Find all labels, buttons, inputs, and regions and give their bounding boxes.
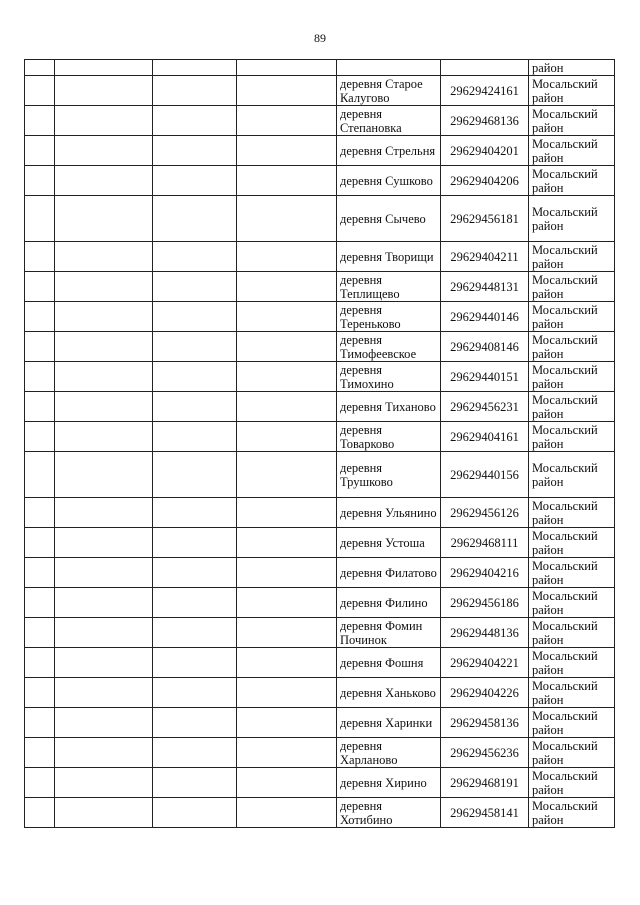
- table-row: [25, 166, 615, 196]
- cell-empty: [55, 166, 153, 196]
- settlement-name-cell: деревня Хотибино: [337, 798, 441, 828]
- cell-empty: [237, 362, 337, 392]
- table-row: [25, 528, 615, 558]
- cell-empty: [25, 392, 55, 422]
- oktmo-code-cell: 29629404211: [441, 242, 529, 272]
- oktmo-code-cell: 29629440146: [441, 302, 529, 332]
- settlement-name-cell: деревня Тимофеевское: [337, 332, 441, 362]
- cell-empty: [55, 332, 153, 362]
- district-cell: Мосальский район: [529, 302, 615, 332]
- cell-empty: [237, 648, 337, 678]
- cell-empty: [337, 60, 441, 76]
- oktmo-code-cell: 29629458136: [441, 708, 529, 738]
- table-row: [25, 648, 615, 678]
- cell-empty: [153, 362, 237, 392]
- table-row: [25, 392, 615, 422]
- settlement-name-cell: деревня Харинки: [337, 708, 441, 738]
- cell-empty: [25, 498, 55, 528]
- settlement-name-cell: деревня Трушково: [337, 452, 441, 498]
- cell-empty: [153, 768, 237, 798]
- table-row: [25, 618, 615, 648]
- table-row-continuation: [25, 60, 615, 76]
- settlement-name-cell: деревня Устоша: [337, 528, 441, 558]
- settlement-name-cell: деревня Хирино: [337, 768, 441, 798]
- district-cell: Мосальский район: [529, 332, 615, 362]
- table-row: [25, 332, 615, 362]
- table-row: [25, 76, 615, 106]
- cell-empty: [25, 136, 55, 166]
- cell-empty: [25, 798, 55, 828]
- district-cell: Мосальский район: [529, 106, 615, 136]
- cell-empty: [237, 392, 337, 422]
- cell-empty: [55, 362, 153, 392]
- district-cell: Мосальский район: [529, 588, 615, 618]
- oktmo-code-cell: 29629404216: [441, 558, 529, 588]
- table-row: [25, 272, 615, 302]
- cell-empty: [25, 528, 55, 558]
- district-cell: Мосальский район: [529, 618, 615, 648]
- table-row: [25, 498, 615, 528]
- cell-empty: [55, 678, 153, 708]
- cell-empty: [55, 798, 153, 828]
- cell-empty: [237, 528, 337, 558]
- cell-empty: [55, 60, 153, 76]
- oktmo-code-cell: 29629448136: [441, 618, 529, 648]
- cell-empty: [237, 558, 337, 588]
- district-cell: Мосальский район: [529, 422, 615, 452]
- cell-empty: [55, 242, 153, 272]
- settlement-name-cell: деревня Ханьково: [337, 678, 441, 708]
- cell-empty: [237, 738, 337, 768]
- cell-empty: [55, 558, 153, 588]
- district-cell: Мосальский район: [529, 166, 615, 196]
- cell-empty: [237, 798, 337, 828]
- cell-empty: [55, 618, 153, 648]
- oktmo-code-cell: 29629440156: [441, 452, 529, 498]
- oktmo-code-cell: 29629404221: [441, 648, 529, 678]
- cell-empty: [55, 76, 153, 106]
- oktmo-code-cell: 29629404161: [441, 422, 529, 452]
- cell-empty: [25, 768, 55, 798]
- table-row: [25, 106, 615, 136]
- district-cell: Мосальский район: [529, 392, 615, 422]
- cell-empty: [153, 738, 237, 768]
- cell-empty: [55, 392, 153, 422]
- cell-empty: [55, 106, 153, 136]
- cell-empty: [25, 618, 55, 648]
- cell-empty: [153, 528, 237, 558]
- settlement-name-cell: деревня Творищи: [337, 242, 441, 272]
- settlement-name-cell: деревня Теплищево: [337, 272, 441, 302]
- settlement-name-cell: деревня Сычево: [337, 196, 441, 242]
- settlement-name-cell: деревня Ульянино: [337, 498, 441, 528]
- oktmo-code-cell: 29629404226: [441, 678, 529, 708]
- cell-empty: [55, 528, 153, 558]
- oktmo-code-cell: 29629456186: [441, 588, 529, 618]
- cell-empty: [153, 136, 237, 166]
- cell-empty: [55, 272, 153, 302]
- settlement-name-cell: деревня Степановка: [337, 106, 441, 136]
- cell-empty: [153, 302, 237, 332]
- cell-empty: [237, 618, 337, 648]
- oktmo-code-cell: 29629440151: [441, 362, 529, 392]
- cell-empty: [237, 708, 337, 738]
- district-cell: Мосальский район: [529, 648, 615, 678]
- cell-empty: [237, 588, 337, 618]
- district-cell: Мосальский район: [529, 558, 615, 588]
- settlement-name-cell: деревня Филино: [337, 588, 441, 618]
- oktmo-code-cell: 29629458141: [441, 798, 529, 828]
- cell-empty: [55, 738, 153, 768]
- cell-empty: [237, 678, 337, 708]
- settlements-table: [24, 59, 615, 828]
- cell-empty: [153, 558, 237, 588]
- district-cell: Мосальский район: [529, 76, 615, 106]
- cell-empty: [153, 798, 237, 828]
- table-row: [25, 136, 615, 166]
- cell-empty: [55, 302, 153, 332]
- cell-empty: [25, 738, 55, 768]
- district-cell: Мосальский район: [529, 196, 615, 242]
- cell-empty: [25, 362, 55, 392]
- oktmo-code-cell: 29629424161: [441, 76, 529, 106]
- cell-empty: [237, 332, 337, 362]
- table-row: [25, 302, 615, 332]
- cell-empty: [25, 678, 55, 708]
- oktmo-code-cell: 29629456231: [441, 392, 529, 422]
- settlement-name-cell: деревня Харланово: [337, 738, 441, 768]
- cell-empty: [153, 106, 237, 136]
- cell-empty: [237, 272, 337, 302]
- cell-empty: [55, 196, 153, 242]
- cell-empty: [153, 60, 237, 76]
- cell-empty: [25, 422, 55, 452]
- cell-empty: [153, 242, 237, 272]
- cell-empty: [55, 422, 153, 452]
- cell-empty: [153, 332, 237, 362]
- district-cell: Мосальский район: [529, 136, 615, 166]
- oktmo-code-cell: 29629468136: [441, 106, 529, 136]
- cell-empty: [55, 648, 153, 678]
- oktmo-code-cell: 29629456181: [441, 196, 529, 242]
- cell-empty: [153, 708, 237, 738]
- cell-empty: [153, 422, 237, 452]
- oktmo-code-cell: 29629404206: [441, 166, 529, 196]
- cell-empty: [237, 106, 337, 136]
- table-row: [25, 768, 615, 798]
- page-number: 89: [314, 31, 326, 45]
- table-row: [25, 242, 615, 272]
- cell-empty: [237, 76, 337, 106]
- oktmo-code-cell: 29629456126: [441, 498, 529, 528]
- cell-empty: [25, 452, 55, 498]
- table-row: [25, 678, 615, 708]
- table-row: [25, 558, 615, 588]
- district-cell: Мосальский район: [529, 768, 615, 798]
- district-cell: Мосальский район: [529, 798, 615, 828]
- cell-empty: [25, 588, 55, 618]
- settlement-name-cell: деревня Филатово: [337, 558, 441, 588]
- cell-empty: [153, 678, 237, 708]
- cell-empty: [25, 272, 55, 302]
- cell-empty: [153, 272, 237, 302]
- table-row: [25, 708, 615, 738]
- table-row: [25, 422, 615, 452]
- cell-empty: [153, 76, 237, 106]
- cell-empty: [55, 498, 153, 528]
- cell-empty: [55, 136, 153, 166]
- cell-empty: [237, 452, 337, 498]
- cell-empty: [153, 588, 237, 618]
- settlement-name-cell: деревня Фошня: [337, 648, 441, 678]
- settlement-name-cell: деревня Стрельня: [337, 136, 441, 166]
- cell-empty: [237, 166, 337, 196]
- cell-empty: [25, 166, 55, 196]
- cell-empty: [25, 76, 55, 106]
- cell-empty: [237, 302, 337, 332]
- settlement-name-cell: деревня Товарково: [337, 422, 441, 452]
- cell-empty: [237, 422, 337, 452]
- settlement-name-cell: деревня Сушково: [337, 166, 441, 196]
- cell-empty: [153, 392, 237, 422]
- cell-empty: [237, 242, 337, 272]
- cell-empty: [237, 768, 337, 798]
- table-row: [25, 738, 615, 768]
- cell-empty: [153, 166, 237, 196]
- table-row: [25, 196, 615, 242]
- cell-empty: [55, 588, 153, 618]
- cell-empty: [25, 196, 55, 242]
- cell-empty: [25, 648, 55, 678]
- cell-empty: [237, 60, 337, 76]
- cell-empty: [153, 452, 237, 498]
- cell-empty: [153, 618, 237, 648]
- cell-empty: [237, 136, 337, 166]
- table-row: [25, 798, 615, 828]
- cell-empty: [25, 708, 55, 738]
- cell-empty: [55, 452, 153, 498]
- cell-empty: [153, 498, 237, 528]
- oktmo-code-cell: 29629408146: [441, 332, 529, 362]
- table-row: [25, 362, 615, 392]
- district-cell: Мосальский район: [529, 498, 615, 528]
- cell-empty: [25, 302, 55, 332]
- table-row: [25, 588, 615, 618]
- district-cell: Мосальский район: [529, 242, 615, 272]
- settlement-name-cell: деревня Тиханово: [337, 392, 441, 422]
- oktmo-code-cell: 29629404201: [441, 136, 529, 166]
- cell-empty: [153, 648, 237, 678]
- cell-empty: [25, 106, 55, 136]
- settlement-name-cell: деревня Тимохино: [337, 362, 441, 392]
- cell-empty: [25, 60, 55, 76]
- district-cell: Мосальский район: [529, 452, 615, 498]
- table-row: [25, 452, 615, 498]
- cell-empty: [441, 60, 529, 76]
- district-cell: Мосальский район: [529, 678, 615, 708]
- cell-empty: [237, 498, 337, 528]
- cell-empty: [25, 558, 55, 588]
- settlement-name-cell: деревня Старое Калугово: [337, 76, 441, 106]
- district-cell: Мосальский район: [529, 272, 615, 302]
- cell-empty: [237, 196, 337, 242]
- cell-empty: [25, 242, 55, 272]
- settlement-name-cell: деревня Тереньково: [337, 302, 441, 332]
- cell-empty: [25, 332, 55, 362]
- oktmo-code-cell: 29629468191: [441, 768, 529, 798]
- district-cell: Мосальский район: [529, 362, 615, 392]
- cell-empty: [153, 196, 237, 242]
- oktmo-code-cell: 29629468111: [441, 528, 529, 558]
- settlement-name-cell: деревня Фомин Починок: [337, 618, 441, 648]
- oktmo-code-cell: 29629448131: [441, 272, 529, 302]
- oktmo-code-cell: 29629456236: [441, 738, 529, 768]
- cell-empty: [55, 708, 153, 738]
- table-body: [25, 60, 615, 828]
- district-cell: Мосальский район: [529, 738, 615, 768]
- district-cell: Мосальский район: [529, 708, 615, 738]
- district-cell: Мосальский район: [529, 528, 615, 558]
- district-cell: район: [529, 60, 615, 76]
- cell-empty: [55, 768, 153, 798]
